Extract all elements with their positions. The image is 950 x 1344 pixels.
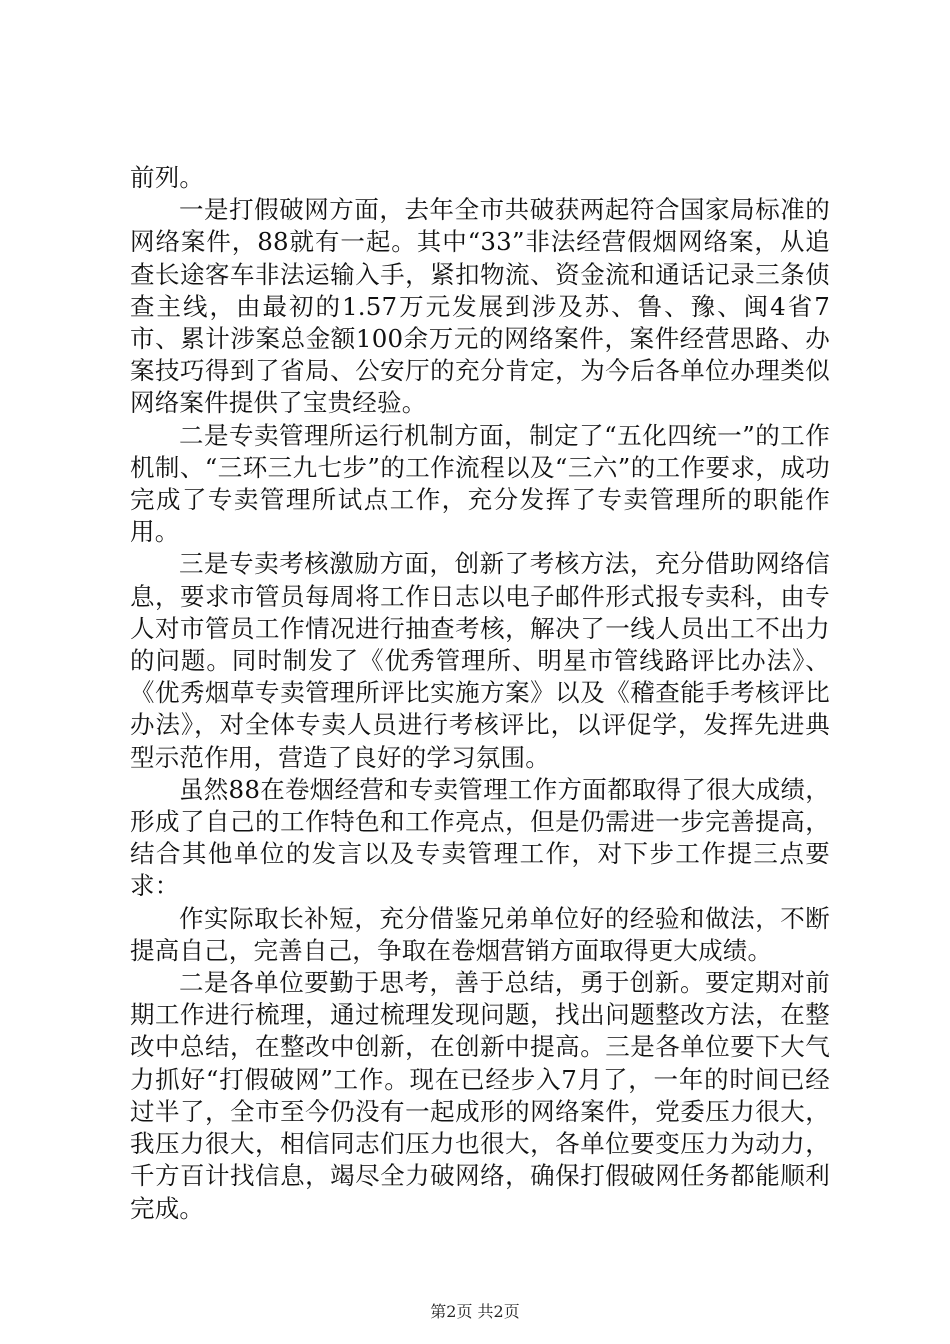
paragraph-requirement-one: 作实际取长补短，充分借鉴兄弟单位好的经验和做法，不断提高自己，完善自己，争取在卷烟营销方面取得更大成绩。 <box>130 903 830 965</box>
document-body <box>130 162 830 1225</box>
paragraph-anti-counterfeit: 一是打假破网方面，去年全市共破获两起符合国家局标准的网络案件，88就有一起。其中“33”非法经营假烟网络案，从追查长途客车非法运输入手，紧扣物流、资金流和通话记录三条侦查主线，由最初的1.57万元发展到涉及苏、鲁、豫、闽4省7市、累计涉案总金额100余万元的网络案件，案件经营思路、办案技巧得到了省局、公安厅的充分肯定，为今后各单位办理类似网络案件提供了宝贵经验。 <box>130 195 830 418</box>
page-number-label: 第2页 共2页 <box>430 1302 520 1321</box>
page-footer <box>0 1302 950 1322</box>
paragraph-management-mechanism: 二是专卖管理所运行机制方面，制定了“五化四统一”的工作机制、“三环三九七步”的工作流程以及“三六”的工作要求，成功完成了专卖管理所试点工作，充分发挥了专卖管理所的职能作用。 <box>130 420 830 547</box>
paragraph-requirement-two-three: 二是各单位要勤于思考，善于总结，勇于创新。要定期对前期工作进行梳理，通过梳理发现问题，找出问题整改方法，在整改中总结，在整改中创新，在创新中提高。三是各单位要下大气力抓好“打假破网”工作。现在已经步入7月了，一年的时间已经过半了，全市至今仍没有一起成形的网络案件，党委压力很大，我压力很大，相信同志们压力也很大，各单位要变压力为动力，千方百计找信息，竭尽全力破网络，确保打假破网任务都能顺利完成。 <box>130 968 830 1223</box>
paragraph-requirements-intro: 虽然88在卷烟经营和专卖管理工作方面都取得了很大成绩，形成了自己的工作特色和工作亮点，但是仍需进一步完善提高，结合其他单位的发言以及专卖管理工作，对下步工作提三点要求： <box>130 774 830 901</box>
paragraph-continuation: 前列。 <box>130 163 205 192</box>
paragraph-assessment-incentive: 三是专卖考核激励方面，创新了考核方法，充分借助网络信息，要求市管员每周将工作日志以电子邮件形式报专卖科，由专人对市管员工作情况进行抽查考核，解决了一线人员出工不出力的问题。同时制发了《优秀管理所、明星市管线路评比办法》、《优秀烟草专卖管理所评比实施方案》以及《稽查能手考核评比办法》，对全体专卖人员进行考核评比，以评促学，发挥先进典型示范作用，营造了良好的学习氛围。 <box>130 549 830 772</box>
